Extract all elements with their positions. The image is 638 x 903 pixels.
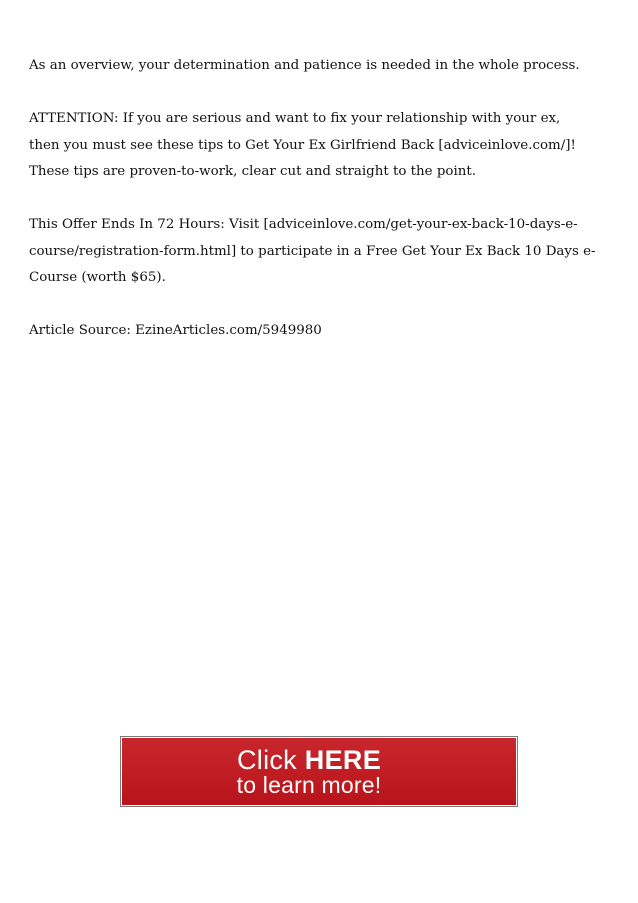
- attention-paragraph: [29, 106, 589, 186]
- text-line: course/registration-form.html] to participate in a Free Get Your Ex Back 10 Days e-: [29, 243, 596, 259]
- text-line: ATTENTION: If you are serious and want to fix your relationship with your ex,: [29, 111, 561, 126]
- article-source: Article Source: EzineArticles.com/5949980: [29, 323, 322, 338]
- text-line: These tips are proven-to-work, clear cut and straight to the point.: [29, 164, 477, 179]
- article-source-paragraph: [29, 318, 589, 345]
- banner-background[interactable]: [122, 738, 516, 805]
- article-body: [29, 53, 596, 371]
- banner-subline: to learn more!: [236, 771, 382, 798]
- offer-paragraph: [29, 212, 596, 292]
- banner-headline: [236, 744, 382, 775]
- click-here-banner-button[interactable]: [120, 736, 518, 807]
- banner-click-word: Click: [236, 744, 297, 775]
- text-line: This Offer Ends In 72 Hours: Visit [adviceinlove.com/get-your-ex-back-10-days-e-: [29, 217, 578, 232]
- text-line: As an overview, your determination and patience is needed in the whole process.: [29, 58, 580, 73]
- banner-here-word: HERE: [304, 744, 382, 775]
- text-line: then you must see these tips to Get Your Ex Girlfriend Back [adviceinlove.com/]!: [29, 137, 576, 153]
- overview-paragraph: [29, 53, 589, 80]
- text-line: Course (worth $65).: [29, 270, 166, 285]
